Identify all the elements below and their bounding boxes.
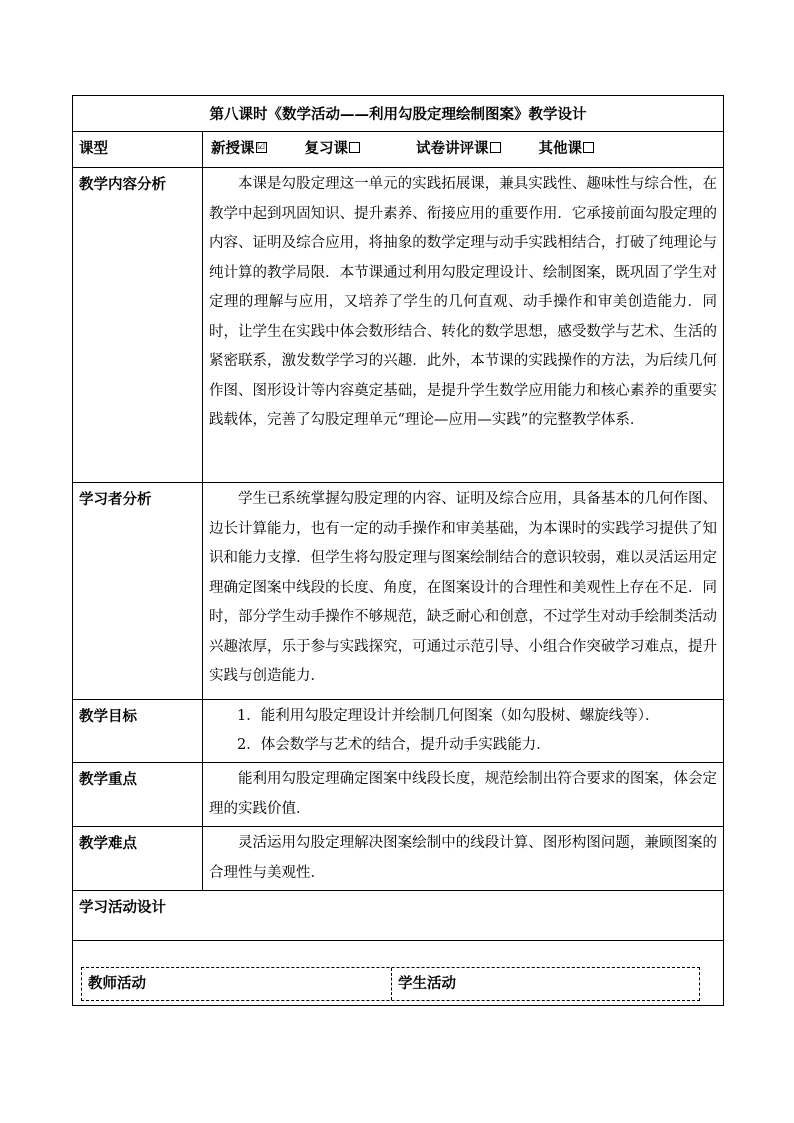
lesson-type-options — [203, 132, 724, 168]
lesson-type-label: 课型 — [73, 132, 203, 168]
objectives-label: 教学目标 — [73, 700, 203, 763]
checked-checkbox-icon: ☑ — [256, 142, 266, 152]
key-points-label: 教学重点 — [73, 763, 203, 827]
student-activity-header: 学生活动 — [398, 975, 456, 992]
objective-item: 1．能利用勾股定理设计并绘制几何图案（如勾股树、螺旋线等）． — [237, 708, 660, 724]
teacher-activity-header: 教师活动 — [82, 968, 392, 1000]
learner-analysis-text: 学生已系统掌握勾股定理的内容、证明及综合应用，具备基本的几何作图、边长计算能力，也有一定的动手操作和审美基础，为本课时的实践学习提供了知识和能力支撑．但学生将勾股定理与图案绘制结合的意识较弱，难以灵活运用定理确定图案中线段的长度、角度，在图案设计的合理性和美观性上存在不足．同时，部分学生动手操作不够规范，缺乏耐心和创意，不过学生对动手绘制类活动兴趣浓厚，乐于参与实践探究，可通过示范引导、小组合作突破学习难点，提升实践与创造能力． — [209, 491, 717, 684]
content-analysis-text: 本课是勾股定理这一单元的实践拓展课，兼具实践性、趣味性与综合性，在教学中起到巩固知识、提升素养、衔接应用的重要作用．它承接前面勾股定理的内容、证明及综合应用，将抽象的数学定理与动手实践相结合，打破了纯理论与纯计算的教学局限．本节课通过利用勾股定理设计、绘制图案，既巩固了学生对定理的理解与应用，又培养了学生的几何直观、动手操作和审美创造能力．同时，让学生在实践中体会数形结合、转化的数学思想，感受数学与艺术、生活的紧密联系，激发数学学习的兴趣．此外，本节课的实践操作的方法，为后续几何作图、图形设计等内容奠定基础，是提升学生数学应用能力和核心素养的重要实践载体，完善了勾股定理单元“理论—应用—实践”的完整教学体系． — [209, 176, 717, 428]
objective-item: 2．体会数学与艺术的结合，提升动手实践能力． — [237, 737, 551, 753]
empty-checkbox-icon — [583, 142, 594, 153]
lesson-type-option-label: 复习课 — [304, 139, 348, 157]
difficulties-label: 教学难点 — [73, 827, 203, 891]
lesson-type-option-new — [211, 137, 267, 158]
empty-checkbox-icon — [490, 142, 501, 153]
activity-columns-box — [81, 967, 700, 1001]
learner-analysis-label: 学习者分析 — [73, 483, 203, 700]
lesson-type-option-other — [539, 137, 595, 158]
activity-spacer — [73, 941, 724, 964]
key-points-cell — [203, 763, 724, 827]
activity-columns-cell — [73, 963, 724, 1006]
empty-checkbox-icon — [349, 142, 360, 153]
objectives-cell — [203, 700, 724, 763]
content-analysis-cell — [203, 168, 724, 483]
content-analysis-label: 教学内容分析 — [73, 168, 203, 483]
lesson-type-option-label: 试卷讲评课 — [416, 139, 489, 157]
document-title: 第八课时《数学活动——利用勾股定理绘制图案》教学设计 — [73, 96, 724, 132]
lesson-plan-table — [72, 95, 724, 1006]
lesson-type-option-label: 新授课 — [211, 139, 255, 157]
lesson-type-option-label: 其他课 — [538, 139, 582, 157]
lesson-type-option-review — [305, 137, 361, 158]
activity-design-label: 学习活动设计 — [73, 891, 724, 941]
learner-analysis-cell — [203, 483, 724, 700]
difficulties-text: 灵活运用勾股定理解决图案绘制中的线段计算、图形构图问题，兼顾图案的合理性与美观性． — [209, 835, 717, 881]
lesson-type-option-exam-review — [416, 137, 501, 158]
key-points-text: 能利用勾股定理确定图案中线段长度，规范绘制出符合要求的图案，体会定理的实践价值． — [209, 771, 717, 817]
difficulties-cell — [203, 827, 724, 891]
